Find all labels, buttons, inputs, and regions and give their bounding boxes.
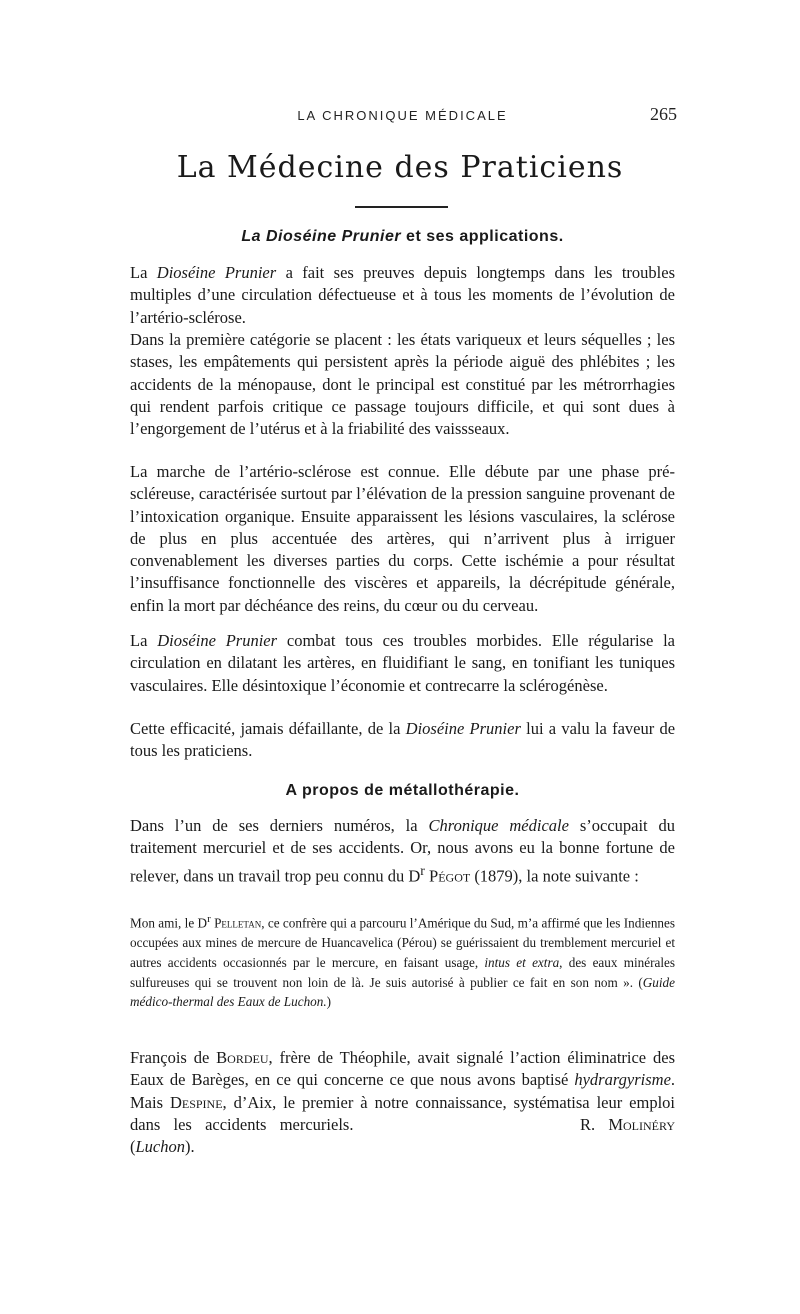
- author-initial: R.: [579, 1114, 596, 1134]
- page-number: 265: [650, 104, 677, 124]
- article-title-rest: et ses applications.: [406, 228, 564, 245]
- text-run: Cette efficacité, jamais défaillante, de la: [130, 719, 401, 738]
- paragraph: La marche de l’artério-sclérose est connue. Elle débute par une phase pré-scléreuse, caractérisée surtout par l’élévation de la pression sanguine provenant de l’intoxication organique. Ensuite apparaissent les lésions vasculaires, la sclérose de plus en plus accentuée des artères, qui n’arrivent plus à irriguer convenablement les diverses parties du corps. Cette ischémie a pour résultat l’insuffisance fonctionnelle des viscères et appareils, la décrépitude générale, enfin la mort par déchéance des reins, du cœur ou du cerveau.: [130, 462, 675, 615]
- text-run: La: [130, 263, 148, 282]
- text-run: a fait ses preuves depuis longtemps dans les troubles multiples d’une circulation défectueuse et à tous les moments de l’évolution de l’artério-sclérose.: [130, 263, 675, 327]
- article-title: A propos de métallothérapie.: [285, 782, 520, 799]
- text-run: , ce confrère qui a parcouru l’Amérique du Sud, m’a affirmé que les Indiennes occupées aux mines de mercure de Huancavelica (Pérou) se guérissaient du tremblement mercuriel et autres accidents occasionnés par le mercure, en faisant usage,: [130, 915, 676, 970]
- paragraph: [130, 815, 675, 887]
- quotation: [130, 910, 675, 1012]
- person-name: Bordeu: [216, 1048, 269, 1067]
- person-name: Pelletan: [214, 915, 262, 931]
- text-run: Dans l’un de ses derniers numéros, la: [130, 816, 418, 835]
- citation-title: Guide médico-thermal des Eaux de Luchon.: [130, 974, 675, 1010]
- page-header: [130, 106, 675, 130]
- product-name: Dioséine Prunier: [405, 719, 521, 738]
- text-run: lui a valu la faveur de tous les praticiens.: [130, 719, 676, 761]
- text-run: combat tous ces troubles morbides. Elle régularise la circulation en dilatant les artères, en fluidifiant le sang, en tonifiant les tuniques vasculaires. Elle désintoxique l’économie et contrecarre la sclérogénèse.: [130, 631, 676, 695]
- person-name: Despine: [169, 1092, 223, 1112]
- paragraph: [130, 1047, 675, 1158]
- text-run: , des eaux minérales sulfureuses qui se trouvent non loin de là. Je suis autorisé à publier ce fait en son nom ». (: [130, 954, 675, 990]
- text-run: . Mais: [130, 1070, 676, 1112]
- paragraph: [130, 630, 675, 697]
- title-rule: [355, 206, 448, 208]
- text-run: , d’Aix, le premier à notre connaissance, systématisa leur emploi dans les accidents mercuriels.: [130, 1092, 675, 1134]
- article-title: [130, 228, 675, 246]
- text-run: Mon ami, le D: [130, 915, 208, 931]
- latin-phrase: intus et extra: [484, 954, 560, 970]
- person-name: Pégot: [429, 866, 471, 886]
- paragraph: [130, 262, 675, 329]
- product-name: Dioséine Prunier: [156, 263, 277, 282]
- author-name: Molinéry: [608, 1114, 676, 1134]
- text-run: s’occupait du traitement mercuriel et de ses accidents. Or, nous avons eu la bonne fortune de relever, dans un travail trop peu connu du D: [130, 816, 676, 886]
- superscript: r: [207, 913, 211, 925]
- text-run: ): [326, 994, 332, 1010]
- text-run: François de: [130, 1048, 210, 1067]
- article-title-product: La Dioséine Prunier: [241, 228, 402, 245]
- text-run: (1879), la note suivante :: [474, 866, 639, 886]
- running-title: LA CHRONIQUE MÉDICALE: [297, 108, 508, 123]
- superscript: r: [420, 862, 425, 878]
- author-signature: R. Molinéry (Luchon).: [130, 1114, 676, 1157]
- paragraph: [130, 718, 675, 763]
- text-run: , frère de Théophile, avait signalé l’action éliminatrice des Eaux de Barèges, en ce qui concerne ce que nous avons baptisé: [130, 1048, 675, 1090]
- author-place: Luchon: [135, 1137, 185, 1157]
- journal-name: Chronique médicale: [428, 816, 569, 835]
- term: hydrargyrisme: [574, 1070, 671, 1090]
- paragraph: Dans la première catégorie se placent : les états variqueux et leurs séquelles ; les stases, les empâtements qui persistent après la période aiguë des phlébites ; les accidents de la ménopause, dont le principal est constitué par les métrorrhagies qui rendent parfois critique ce passage toujours difficile, et qui sont dues à l’engorgement de l’utérus et à la friabilité des vaissseaux.: [130, 330, 675, 439]
- section-title: La Médecine des Praticiens: [176, 150, 624, 185]
- product-name: Dioséine Prunier: [157, 631, 278, 650]
- text-run: La: [130, 631, 148, 650]
